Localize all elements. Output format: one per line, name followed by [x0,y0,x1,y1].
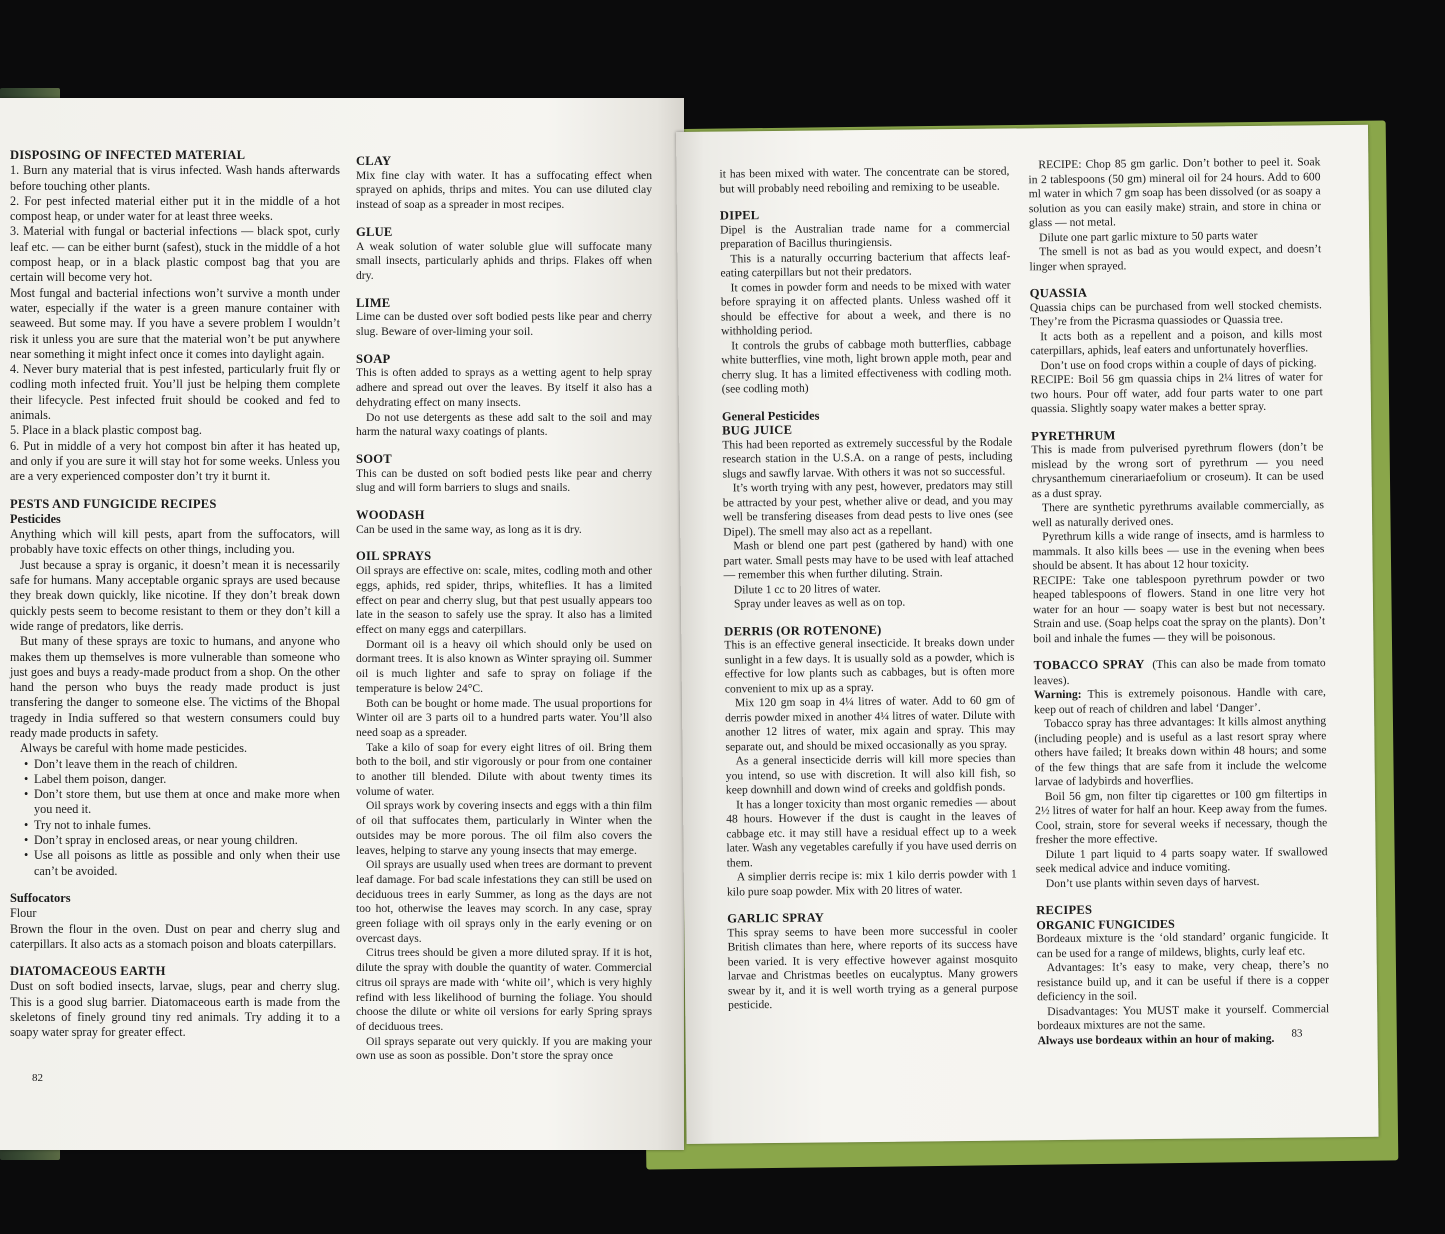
section-heading: GLUE [356,224,393,239]
subheading: Pesticides [10,511,61,526]
article-section [1028,155,1321,274]
paragraph: This can be dusted on soft bodied pests like pear and cherry slug and will form barriers to slugs and snails. [356,466,652,495]
paragraph: Oil sprays are usually used when trees are dormant to prevent leaf damage. For bad scale infestations they can still be used on deciduous trees in early Summer, as long as the days are not too hot, otherwise the leaves may scorch. In any case, spray green foliage with oil sprays only in the early evening or on overcast days. [356,858,652,945]
paragraph: A weak solution of water soluble glue will suffocate many small insects, particularly aphids and thrips. Flakes off when dry. [356,239,652,282]
section-heading: CLAY [356,154,392,168]
paragraph: It acts both as a repellent and a poison, and kills most caterpillars, aphids, leaf eaters and unfortunately hoverflies. [1030,326,1323,358]
page-number-left: 82 [32,1072,43,1084]
subsection-heading: Suffocators [10,890,71,905]
heading-note: (This can also be made from tomato leaves). [1033,656,1326,687]
article-section [10,497,340,879]
paragraph: Dormant oil is a heavy oil which should only be used on dormant trees. It is also known as Winter spraying oil. Summer oil is much lighter and safe to spray on foliage if the temperature is below 24°C. [356,637,652,695]
paragraph: Tobacco spray has three advantages: It kills almost anything (including people) and is useful as a last resort spray where others have failed; It breaks down within 48 hours; and some of the few things that are safe from it include the welcome larvae of ladybirds and hoverflies. [1034,714,1327,789]
paragraph: 3. Material with fungal or bacterial infections — black spot, curly leaf etc. — can be either burnt (safest), stuck in the middle of a hot compost heap, or in a black plastic compost bag that you are certain will become very hot. [10,224,340,285]
right-page-column-1 [719,165,1018,1025]
list-item: • Use all poisons as little as possible and only when their use can’t be avoided. [24,848,340,879]
paragraph: This had been reported as extremely successful by the Rodale research station in the U.S.A. on a range of pests, including slugs and sawfly larvae. With others it was not so successful. [722,434,1013,481]
section-heading: LIME [356,295,391,310]
paragraph: A simplier derris recipe is: mix 1 kilo derris powder with 1 kilo pure soap powder. Mix with 20 litres of water. [726,867,1017,899]
paragraph: Pyrethrum kills a wide range of insects, amd is harmless to mammals. It also kills bees — use in the evening when bees should be absent. It has about 12 hour toxicity. [1032,527,1325,573]
left-page-column-1 [10,148,340,1053]
section-heading: QUASSIA [1029,285,1088,301]
paragraph: Boil 56 gm, non filter tip cigarettes or 100 gm filtertips in 2½ litres of water for half an hour. Keep away from the fumes. Cool, strain, store for several weeks if necessary, though the fresher the more effective. [1035,786,1328,847]
section-heading: SOAP [356,351,391,366]
subsection-heading: General Pesticides [721,408,820,424]
paragraph: RECIPE: Chop 85 gm garlic. Don’t bother to peel it. Soak in 2 tablespoons (50 gm) mineral oil for 24 hours. Add to 600 ml water in which 7 gm soap has been dissolved (or as soapy a solution as you can easily make) strain, and store in china or glass — not metal. [1028,155,1321,230]
paragraph: Both can be bought or home made. The usual proportions for Winter oil are 3 parts oil to a hundred parts water. You’ll also need soap as a spreader. [356,696,652,739]
section-heading: BUG JUICE [722,422,793,438]
paragraph: Disadvantages: You MUST make it yourself. Commercial bordeaux mixtures are not the same. [1037,1001,1330,1033]
paragraph: Oil sprays separate out very quickly. If you are making your own use as soon as possible. Don’t store the spray once [356,1034,652,1063]
paragraph: Mix 120 gm soap in 4¼ litres of water. Add to 60 gm of derris powder mixed in another 4¼ litres of water. Dilute with another 12 litres of water, mix again and spray. This may separate out, and should be mixed occasionally as you spray. [725,693,1016,754]
paragraph: The smell is not as bad as you would expect, and doesn’t linger when sprayed. [1029,242,1322,273]
paragraph: Dilute one part garlic mixture to 50 parts water [1039,228,1258,244]
list-item: • Try not to inhale fumes. [24,818,340,833]
paragraph: Most fungal and bacterial infections won’t survive a month under water, especially if the water is a green manure container with seaweed. But some may. If you have a severe problem I wouldn’t risk it unless you are sure that the material won’t be put anywhere near something it might infect once it comes into daylight again. [10,285,340,361]
paragraph: Mix fine clay with water. It has a suffocating effect when sprayed on aphids, thrips and mites. You can use diluted clay instead of soap as a spreader in most recipes. [356,168,652,212]
list-item: • Label them poison, danger. [24,772,340,787]
paragraph: This is a naturally occurring bacterium that affects leaf-eating caterpillars but not their predators. [720,249,1011,280]
paragraph: Oil sprays work by covering insects and eggs with a thin film of oil that suffocates them, particularly in Winter when the outsides may be more porous. The oil film also covers the leaves, helping to starve any young insects that may emerge. [356,799,652,857]
section-heading: DIPEL [719,208,760,223]
list-item: • Don’t store them, but use them at once and make more when you need it. [24,787,340,818]
paragraph: Dilute 1 cc to 20 litres of water. [733,581,881,596]
section-heading: SOOT [356,451,392,466]
paragraph: This is made from pulverised pyrethrum flowers (don’t be mislead by the wrong sort of pyrethrum — you need chrysanthemum cinerariaefolium or croseum). It can be used as a dust spray. [1031,440,1324,500]
paragraph: Brown the flour in the oven. Dust on pear and cherry slug and caterpillars. It also acts as a stomach poison and bloats caterpillars. [10,921,340,951]
paragraph: Take a kilo of soap for every eight litres of oil. Bring them both to the boil, and stir vigorously or pour from one container to another till blended. Dilute with about twenty times its volume of water. [356,740,652,798]
paragraph: it has been mixed with water. The concentrate can be stored, but will probably need reboiling and remixing to be useable. [719,164,1010,196]
paragraph: It controls the grubs of cabbage moth butterflies, cabbage white butterflies, vine moth, light brown apple moth, pear and cherry slug. It has a limited effectiveness with codling moth. (see codling moth) [721,336,1012,396]
paragraph: Do not use detergents as these add salt to the soil and may harm the natural waxy coatings of plants. [356,410,652,439]
subheading: Flour [10,906,37,921]
section-heading: WOODASH [356,508,425,523]
article-section [356,508,652,537]
article-section [356,296,652,340]
paragraph: Mash or blend one part pest (gathered by hand) with one part water. Small pests may have to be used with leaf attached — remember this when further diluting. Strain. [723,536,1014,582]
paragraph: Don’t use plants within seven days of harvest. [1045,874,1260,890]
page-number-right: 83 [1291,1027,1303,1040]
article-section [1036,900,1330,1048]
article-section [727,908,1018,1013]
article-section [356,352,652,440]
paragraph: But many of these sprays are toxic to humans, and anyone who makes them up themselves is more vulnerable than someone who just goes and buys a ready-made product from a shop. On the other hand the person who buys the ready made product is just transfering the danger to someone else. The victims of the Bhopal tragedy in India suffered so that western consumers could buy ready made products in safety. [10,634,340,740]
section-heading: PYRETHRUM [1031,427,1116,443]
article-section [720,206,1012,398]
paragraph: Can be used in the same way, as long as it is dry. [356,522,582,536]
article-section [719,165,1009,197]
paragraph: It comes in powder form and needs to be mixed with water before spraying it on affected plants. Unless washed off it should be effective for about a week, and there is no withholding period. [720,278,1011,338]
bold-note: Always use bordeaux within an hour of making. [1037,1031,1275,1047]
paragraph: Just because a spray is organic, it doesn’t mean it is necessarily safe for humans. Many acceptable organic sprays are used because they break down quickly, like nicotine. If they don’t break down quickly pests seem to become resistant to them or they don’t kill a wide range of predators, like derris. [10,557,340,633]
article-section [356,452,652,496]
article-section [724,621,1017,900]
paragraph: Advantages: It’s easy to make, very cheap, there’s no resistance build up, and it can be useful if there is a copper deficiency in the soil. [1036,958,1329,1004]
article-section [1031,426,1325,647]
paragraph: Bordeaux mixture is the ‘old standard’ organic fungicide. It can be used for a range of mildews, blights, curly leaf etc. [1036,929,1329,960]
paragraph: 5. Place in a black plastic compost bag. [10,423,202,438]
paragraph: This spray seems to have been more successful in cooler British climates than here, where reports of its success have been varied. It is very effective however against mosquito larvae and Christmas beetles on eucalyptus. Many growers swear by it, and it is well worth trying as a general purpose pesticide. [727,922,1019,1012]
paragraph: 1. Burn any material that is virus infected. Wash hands afterwards before touching other plants. [10,163,340,193]
paragraph: This is an effective general insecticide. It breaks down under sunlight in a few days. It is usually sold as a powder, which is effective for low plants such as cabbages, but is often more convenient to mix up as a spray. [724,635,1015,696]
article-section [10,964,340,1040]
paragraph: Anything which will kill pests, apart from the suffocators, will probably have toxic effects on other things, including you. [10,527,340,557]
right-page-column-2 [1028,155,1329,1060]
list-item: • Don’t spray in enclosed areas, or near young children. [24,833,340,848]
section-heading: OIL SPRAYS [356,549,432,564]
paragraph: This is often added to sprays as a wetting agent to help spray adhere and spread out over the leaves. By itself it also has a dehydrating effect on many insects. [356,366,652,409]
section-heading: DERRIS (OR ROTENONE) [724,622,882,639]
warning-label: Warning: [1033,687,1082,702]
right-page [676,125,1379,1144]
paragraph: RECIPE: Boil 56 gm quassia chips in 2¼ litres of water for two hours. Pour off water, add four parts water to one part quassia. Slightly soapy water makes a better spray. [1030,370,1323,416]
paragraph: Dilute 1 part liquid to 4 parts soapy water. If swallowed seek medical advice and induce vomiting. [1035,844,1328,876]
section-heading: DISPOSING OF INFECTED MATERIAL [10,148,246,162]
section-heading: TOBACCO SPRAY [1033,657,1145,673]
paragraph: Lime can be dusted over soft bodied pests like pear and cherry slug. Beware of over-liming your soil. [356,310,652,339]
section-heading: PESTS AND FUNGICIDE RECIPES [10,496,217,511]
paragraph: Oil sprays are effective on: scale, mites, codling moth and other eggs, aphids, red spider, thrips, whiteflies. It has a limited effect on pear and cherry slug, but that pest usually appears too late in the season to safely use the spray. It also has a limited effect on many eggs and caterpillars. [356,564,652,636]
warning-text: This is extremely poisonous. Handle with care, keep out of reach of children and label ‘Danger’. [1033,685,1326,716]
section-heading: DIATOMACEOUS EARTH [10,964,166,979]
paragraph: Quassia chips can be purchased from well stocked chemists. They’re from the Picrasma quassiodes or Quassia tree. [1029,297,1322,329]
subheading: ORGANIC FUNGICIDES [1036,916,1175,932]
list-item: • Don’t leave them in the reach of children. [24,757,340,772]
article-section [722,406,1014,612]
article-section [356,225,652,284]
article-section [1030,283,1323,417]
paragraph: RECIPE: Take one tablespoon pyrethrum powder or two heaped tablespoons of flowers. Stand in one litre very hot water for an hour — soapy water is best but not necessary. Strain and use. (Soap helps coat the spray on the plants). Don’t boil and inhale the fumes — they will be poisonous. [1032,570,1326,645]
paragraph: There are synthetic pyrethrums available commercially, as well as naturally derived ones. [1032,498,1325,529]
paragraph: Don’t use on food crops within a couple of days of picking. [1040,355,1317,372]
paragraph: Spray under leaves as well as on top. [733,595,906,611]
paragraph: 2. For pest infected material either put it in the middle of a hot compost heap, or under water for at least three weeks. [10,193,340,224]
paragraph: Citrus trees should be given a more diluted spray. If it is hot, dilute the spray with double the quantity of water. Commercial citrus oil sprays are made with ‘white oil’, which is very highly refind with less likelihood of burning the foliage. You should choose the dilute or white oil versions for early Spring sprays of deciduous trees. [356,946,652,1033]
article-section [1034,655,1328,891]
paragraph: Dipel is the Australian trade name for a commercial preparation of Bacillus thuringiensis. [719,220,1011,251]
paragraph: As a general insecticide derris will kill more species than you intend, so use with discretion. It will also kill fish, so keep downhill and down wind of creeks and goldfish ponds. [725,751,1016,797]
paragraph: 6. Put in middle of a very hot compost bin after it has heated up, and only if you are sure it will stay hot for some weeks. Unless you are a very experienced composter don’t try it burnt it. [10,438,340,484]
paragraph: Always be careful with home made pesticides. [20,741,248,756]
left-page-column-2 [356,154,652,1076]
bullet-list [10,757,340,879]
article-section [356,549,652,1064]
warning-paragraph [1034,685,1326,717]
paragraph: It’s worth trying with any pest, however, predators may still be attracted by your pest, whether alive or dead, and you may well be transfering diseases from dead pests to live ones (see Dipel). The smell may also act as a repellant. [722,478,1014,539]
left-page [0,98,684,1150]
article-section [356,154,652,213]
paragraph: 4. Never bury material that is pest infested, particularly fruit fly or codling moth infected fruit. You’ll just be helping them complete their lifecycle. Pest infected fruit should be cooked and fed to animals. [10,362,340,423]
section-heading: RECIPES [1036,902,1093,918]
section-heading: GARLIC SPRAY [727,910,825,926]
paragraph: Dust on soft bodied insects, larvae, slugs, pear and cherry slug. This is a good slug barrier. Diatomaceous earth is made from the skeletons of finely ground tiny red animals. Try adding it to a soapy water spray for greater effect. [10,979,340,1040]
article-section [10,148,340,485]
article-section [10,891,340,952]
paragraph: It has a longer toxicity than most organic remedies — about 48 hours. However if the dust is caught in the leaves of cabbage etc. it may still have a residual effect up to a week later. Wash any vegetables carefully if you have used derris on them. [726,794,1017,870]
